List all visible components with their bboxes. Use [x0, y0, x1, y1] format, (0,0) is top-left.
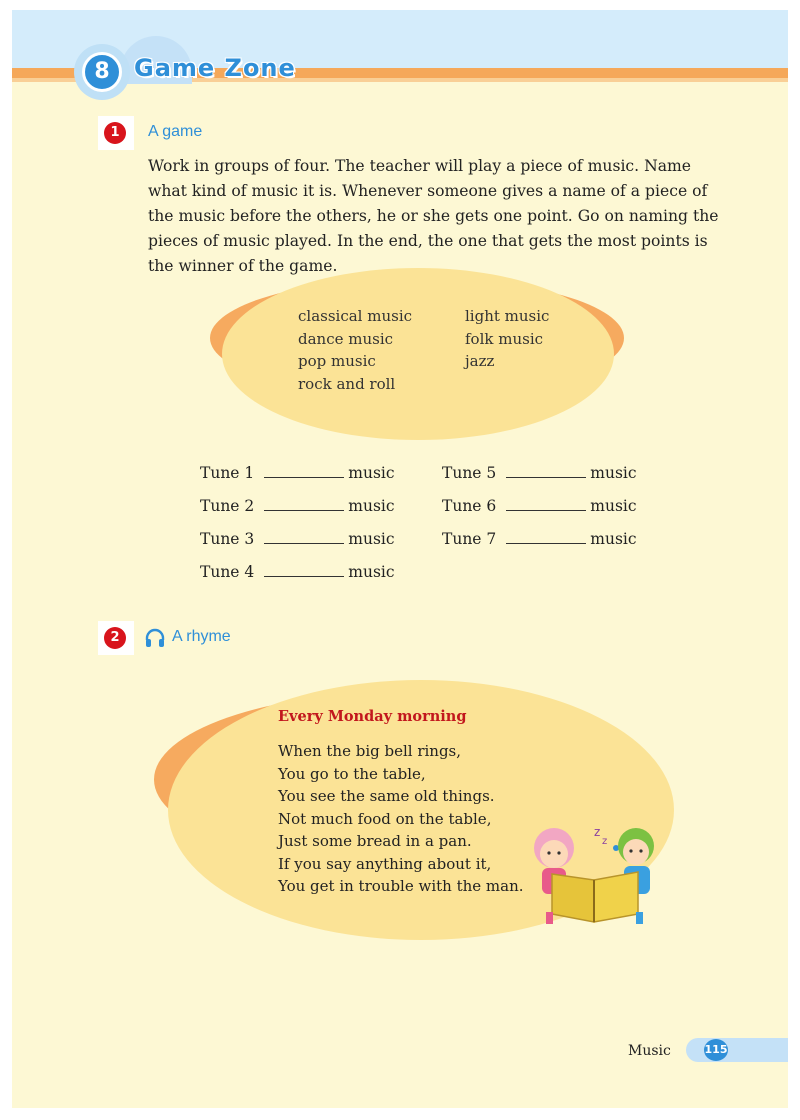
page-number: 115 [704, 1039, 728, 1061]
tune-row [200, 463, 395, 482]
tune-row [442, 496, 637, 515]
section1-title: A game [148, 123, 203, 140]
poem-line: When the big bell rings, [278, 742, 462, 760]
poem-line: You see the same old things. [278, 787, 495, 805]
poem-line: Just some bread in a pan. [278, 832, 472, 850]
word-list-right [465, 305, 549, 373]
word-list-left [298, 305, 412, 395]
tune-label: Tune 7 [442, 530, 497, 548]
answer-blank[interactable] [506, 529, 586, 544]
word-item: light music [465, 307, 550, 325]
tune-label: Tune 2 [200, 497, 255, 515]
tune-label: Tune 6 [442, 497, 497, 515]
word-item: folk music [465, 329, 544, 348]
word-item: pop music [298, 352, 376, 370]
section2-badge: 2 [104, 627, 126, 649]
tune-suffix: music [590, 497, 637, 515]
poem-title: Every Monday morning [278, 708, 467, 725]
poem-line: Not much food on the table, [278, 809, 492, 828]
tune-label: Tune 5 [442, 464, 497, 482]
tune-label: Tune 1 [200, 464, 255, 482]
headphones-icon[interactable] [144, 627, 166, 649]
poem-line: You get in trouble with the man. [278, 877, 524, 895]
tune-label: Tune 3 [200, 530, 255, 548]
tune-suffix: music [348, 497, 395, 515]
answer-blank[interactable] [264, 529, 344, 544]
tune-row [200, 529, 395, 548]
answer-blank[interactable] [264, 496, 344, 511]
poem-line: If you say anything about it, [278, 854, 492, 873]
answer-blank[interactable] [506, 463, 586, 478]
answer-blank[interactable] [264, 562, 344, 577]
answer-blank[interactable] [264, 463, 344, 478]
answer-blank[interactable] [506, 496, 586, 511]
poem-body [278, 740, 524, 898]
poem-line: You go to the table, [278, 764, 426, 783]
tune-suffix: music [348, 530, 395, 548]
word-item: rock and roll [298, 374, 396, 393]
section1-badge: 1 [104, 122, 126, 144]
word-item: dance music [298, 329, 394, 348]
unit-number: 8 [82, 52, 122, 92]
tune-row [442, 463, 637, 482]
tune-suffix: music [348, 563, 395, 581]
tune-row [442, 529, 637, 548]
word-item: jazz [465, 352, 495, 370]
tune-suffix: music [348, 464, 395, 482]
svg-text:z: z [602, 836, 608, 847]
footer-pill [686, 1038, 788, 1062]
page-title: Game Zone [134, 54, 296, 82]
tune-row [200, 562, 395, 581]
svg-text:z: z [594, 825, 601, 839]
word-item: classical music [298, 307, 413, 325]
section2-title: A rhyme [172, 628, 231, 645]
page [12, 10, 788, 1108]
footer-label: Music [628, 1043, 671, 1059]
word-oval [222, 268, 614, 440]
tune-label: Tune 4 [200, 563, 255, 581]
tune-suffix: music [590, 530, 637, 548]
tune-suffix: music [590, 464, 637, 482]
tune-row [200, 496, 395, 515]
children-reading-illustration [524, 818, 662, 928]
section1-instructions: Work in groups of four. The teacher will play a piece of music. Name what kind of music it is. Whenever someone gives a name of a piece of the music before the others, he or she gets one point. Go on naming the pieces of music played. In the end, the one that gets the most points is the winner of the game. [148, 157, 719, 275]
